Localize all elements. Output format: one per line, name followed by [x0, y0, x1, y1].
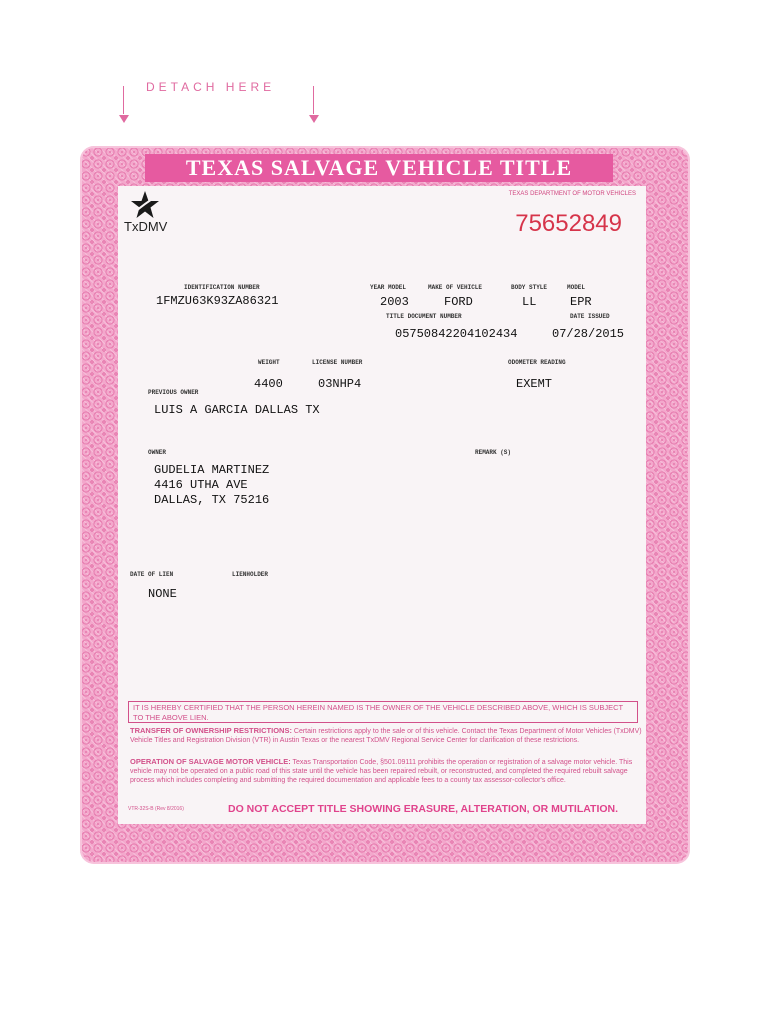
make-value: FORD [444, 295, 473, 309]
license-number-label: LICENSE NUMBER [312, 359, 363, 366]
id-number-value: 1FMZU63K93ZA86321 [156, 294, 279, 308]
department-name: TEXAS DEPARTMENT OF MOTOR VEHICLES [508, 191, 636, 197]
title-doc-number-value: 05750842204102434 [395, 327, 518, 341]
title-heading: TEXAS SALVAGE VEHICLE TITLE [145, 154, 613, 182]
salvage-text: Texas Transportation Code, §501.09111 prohibits the operation or registration of a salvage motor vehicle. This vehicle may not be operated on a public road of this state until the vehicle has been repaired rebuilt, or reconstructed, and completed the required rebuilt salvage process which includes completing and submitting the required documentation and applicable fees to a county tax assessor-collector's office. [130, 759, 633, 784]
previous-owner-label: PREVIOUS OWNER [148, 389, 199, 396]
transfer-heading: TRANSFER OF OWNERSHIP RESTRICTIONS: [130, 726, 292, 735]
odometer-label: ODOMETER READING [508, 359, 566, 366]
mutilation-warning: DO NOT ACCEPT TITLE SHOWING ERASURE, ALTERATION, OR MUTILATION. [228, 803, 619, 815]
arrow-down-icon [119, 115, 129, 123]
year-model-label: YEAR MODEL [370, 284, 407, 291]
title-doc-number-label: TITLE DOCUMENT NUMBER [386, 313, 462, 320]
model-label: MODEL [567, 284, 586, 291]
owner-label: OWNER [148, 449, 167, 456]
form-number: VTR-32S-B (Rev 8/2016) [128, 806, 184, 812]
date-issued-value: 07/28/2015 [552, 327, 625, 341]
certification-box [128, 701, 638, 723]
year-model-value: 2003 [380, 295, 409, 309]
previous-owner-value: LUIS A GARCIA DALLAS TX [154, 403, 320, 417]
license-number-value: 03NHP4 [318, 377, 362, 391]
detach-left-line [123, 86, 124, 114]
document-number: 75652849 [515, 210, 622, 237]
detach-right-line [313, 86, 314, 114]
owner-name: GUDELIA MARTINEZ [154, 463, 270, 477]
star-icon [130, 190, 160, 220]
salvage-heading: OPERATION OF SALVAGE MOTOR VEHICLE: [130, 757, 291, 766]
model-value: EPR [570, 295, 592, 309]
make-label: MAKE OF VEHICLE [428, 284, 483, 291]
odometer-value: EXEMT [516, 377, 553, 391]
arrow-down-icon [309, 115, 319, 123]
date-of-lien-label: DATE OF LIEN [130, 571, 174, 578]
lien-value: NONE [148, 587, 177, 601]
salvage-operation [130, 757, 642, 785]
date-issued-label: DATE ISSUED [570, 313, 610, 320]
owner-street: 4416 UTHA AVE [154, 478, 248, 492]
transfer-text: Certain restrictions apply to the sale or of this vehicle. Contact the Texas Department of Motor Vehicles (TxDMV) Vehicle Titles and Registration Division (VTR) in Austin Texas or the nearest TxDMV Regional Service Center for clarification of these restrictions. [130, 728, 642, 744]
detach-label: DETACH HERE [146, 80, 276, 94]
weight-label: WEIGHT [258, 359, 280, 366]
transfer-restrictions [130, 726, 642, 745]
body-style-value: LL [522, 295, 537, 309]
body-style-label: BODY STYLE [511, 284, 548, 291]
owner-city: DALLAS, TX 75216 [154, 493, 270, 507]
logo-text: TxDMV [124, 219, 168, 234]
lienholder-label: LIENHOLDER [232, 571, 269, 578]
remarks-label: REMARK (S) [475, 449, 512, 456]
weight-value: 4400 [254, 377, 283, 391]
id-number-label: IDENTIFICATION NUMBER [184, 284, 260, 291]
certification-text: IT IS HEREBY CERTIFIED THAT THE PERSON HEREIN NAMED IS THE OWNER OF THE VEHICLE DESCRIBED ABOVE, WHICH IS SUBJECT TO THE ABOVE LIEN. [133, 703, 623, 722]
